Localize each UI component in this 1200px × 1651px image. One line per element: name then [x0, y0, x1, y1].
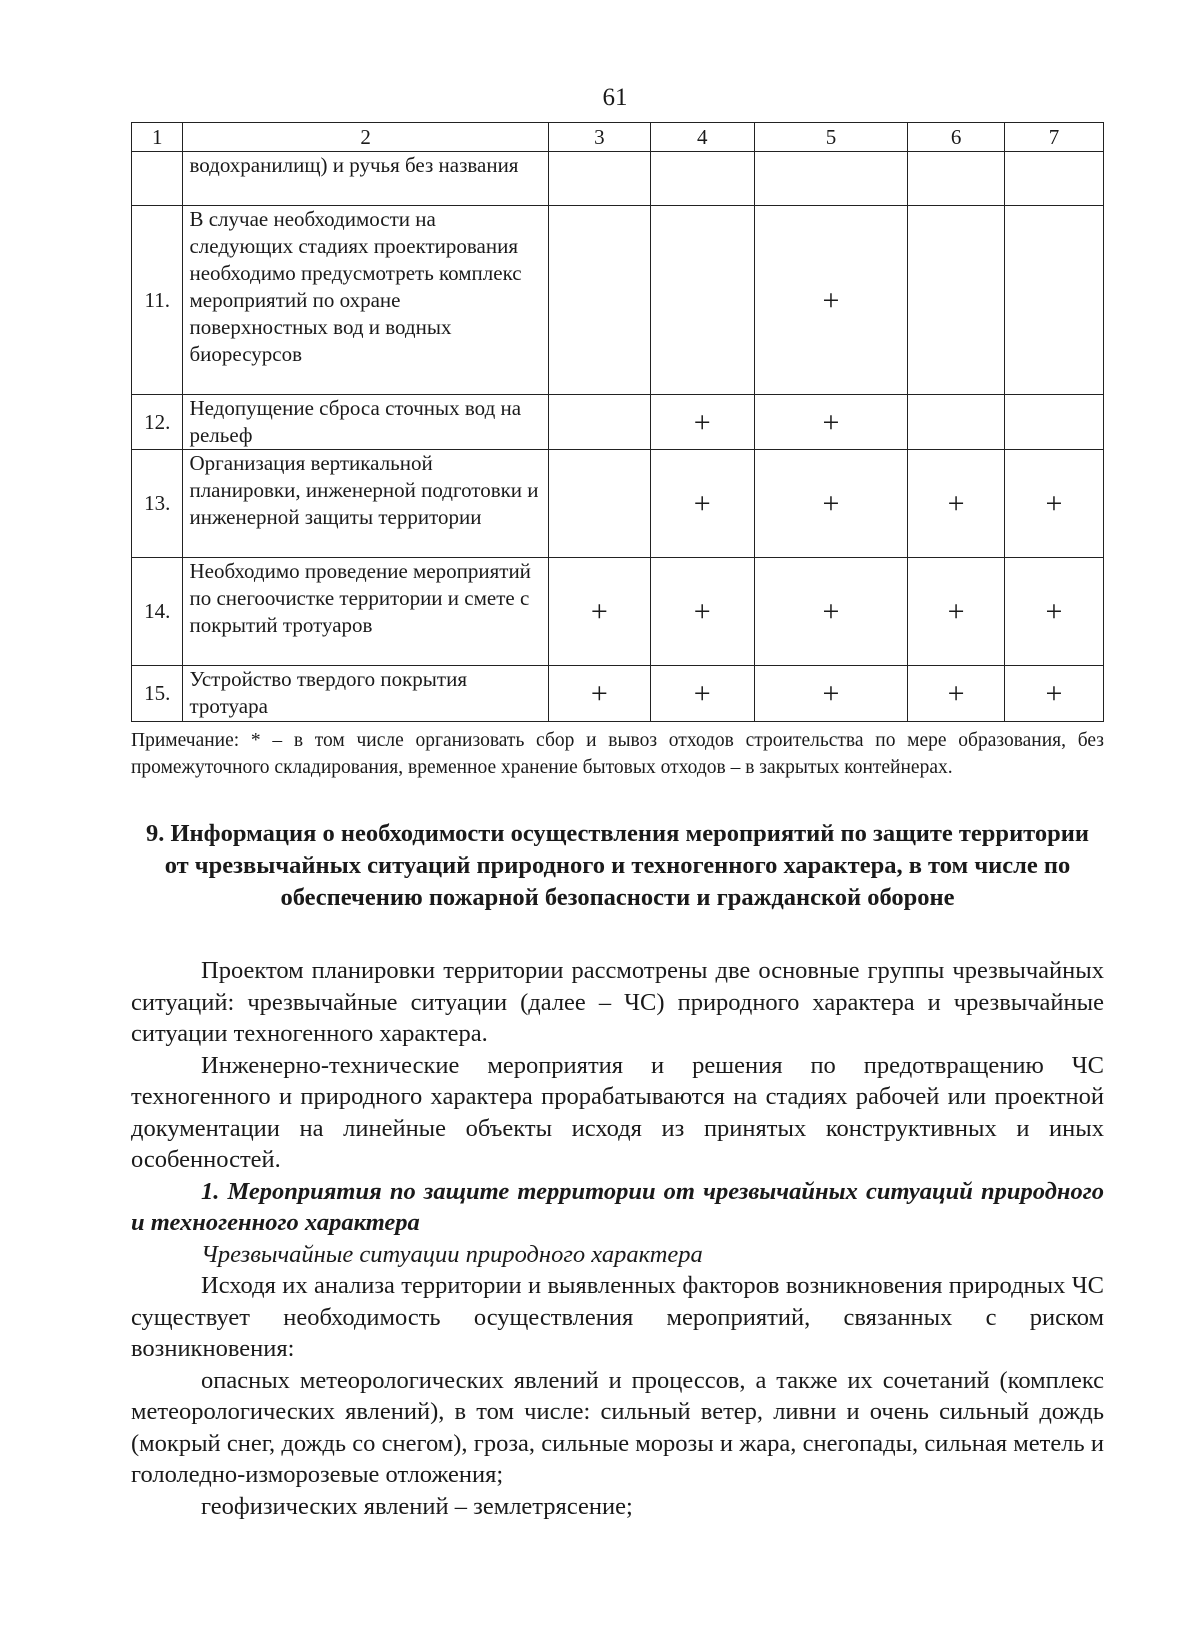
- mark-cell: +: [754, 666, 907, 722]
- mark-cell: +: [1005, 558, 1104, 666]
- mark-cell: [1005, 152, 1104, 206]
- table-row: [132, 152, 1104, 206]
- table-header-row: [132, 123, 1104, 152]
- subheading: 1. Мероприятия по защите территории от чрезвычайных ситуаций природного и техногенного характера: [131, 1177, 1104, 1236]
- measure-text: Устройство твердого покрытия тротуара: [183, 666, 548, 722]
- table-row: [132, 395, 1104, 450]
- column-header: 5: [754, 123, 907, 152]
- paragraph: Исходя их анализа территории и выявленных факторов возникновения природных ЧС существует необходимость осуществления мероприятий, связанных с риском возникновения:: [131, 1272, 1104, 1362]
- mark-cell: [548, 206, 650, 395]
- row-number: 14.: [132, 558, 183, 666]
- page-number: 61: [602, 84, 628, 111]
- table-row: [132, 666, 1104, 722]
- mark-cell: +: [650, 450, 754, 558]
- paragraph: опасных метеорологических явлений и процессов, а также их сочетаний (комплекс метеорологических явлений), в том числе: сильный ветер, ливни и очень сильный дождь (мокрый снег, дождь со снегом), гроза, сильные морозы и жара, снегопады, сильная метель и гололедно-изморозевые отложения;: [131, 1366, 1104, 1488]
- mark-cell: [908, 395, 1005, 450]
- mark-cell: [754, 152, 907, 206]
- row-number: 12.: [132, 395, 183, 450]
- subsubheading: Чрезвычайные ситуации природного характера: [201, 1240, 703, 1268]
- mark-cell: [548, 152, 650, 206]
- measure-text: В случае необходимости на следующих стадиях проектирования необходимо предусмотреть комплекс мероприятий по охране поверхностных вод и водных биоресурсов: [183, 206, 548, 395]
- mark-cell: +: [650, 558, 754, 666]
- column-header: 6: [908, 123, 1005, 152]
- table-row: [132, 558, 1104, 666]
- mark-cell: [1005, 206, 1104, 395]
- column-header: 1: [132, 123, 183, 152]
- mark-cell: +: [908, 450, 1005, 558]
- row-number: [132, 152, 183, 206]
- mark-cell: +: [548, 666, 650, 722]
- mark-cell: +: [548, 558, 650, 666]
- mark-cell: [908, 152, 1005, 206]
- mark-cell: +: [908, 558, 1005, 666]
- column-header: 2: [183, 123, 548, 152]
- mark-cell: [1005, 395, 1104, 450]
- mark-cell: +: [754, 395, 907, 450]
- column-header: 7: [1005, 123, 1104, 152]
- measure-text: водохранилищ) и ручья без названия: [183, 152, 548, 206]
- mark-cell: [548, 395, 650, 450]
- column-header: 4: [650, 123, 754, 152]
- column-header: 3: [548, 123, 650, 152]
- mark-cell: +: [754, 450, 907, 558]
- mark-cell: [548, 450, 650, 558]
- measure-text: Необходимо проведение мероприятий по снегоочистке территории и смете с покрытий тротуаров: [183, 558, 548, 666]
- paragraph: геофизических явлений – землетрясение;: [201, 1492, 633, 1520]
- table-row: [132, 206, 1104, 395]
- mark-cell: +: [1005, 666, 1104, 722]
- mark-cell: +: [908, 666, 1005, 722]
- mark-cell: +: [754, 558, 907, 666]
- row-number: 13.: [132, 450, 183, 558]
- mark-cell: +: [650, 395, 754, 450]
- mark-cell: [650, 152, 754, 206]
- mark-cell: +: [1005, 450, 1104, 558]
- table-row: [132, 450, 1104, 558]
- paragraph: Проектом планировки территории рассмотрены две основные группы чрезвычайных ситуаций: чрезвычайные ситуации (далее – ЧС) природного характера и чрезвычайные ситуации техногенного характера.: [131, 957, 1104, 1047]
- mark-cell: +: [650, 666, 754, 722]
- section-heading: 9. Информация о необходимости осуществления мероприятий по защите территории от чрезвычайных ситуаций природного и техногенного характера, в том числе по обеспечению пожарной безопасности и гражданской обороне: [146, 820, 1089, 911]
- row-number: 15.: [132, 666, 183, 722]
- table-note: Примечание: * – в том числе организовать сбор и вывоз отходов строительства по мере образования, без промежуточного складирования, временное хранение бытовых отходов – в закрытых контейнерах.: [131, 730, 1104, 778]
- paragraph: Инженерно-технические мероприятия и решения по предотвращению ЧС техногенного и природного характера прорабатываются на стадиях рабочей или проектной документации на линейные объекты исходя из принятых конструктивных и иных особенностей.: [131, 1051, 1104, 1173]
- measure-text: Недопущение сброса сточных вод на рельеф: [183, 395, 548, 450]
- measure-text: Организация вертикальной планировки, инженерной подготовки и инженерной защиты территории: [183, 450, 548, 558]
- row-number: 11.: [132, 206, 183, 395]
- mark-cell: [650, 206, 754, 395]
- measures-table: [131, 122, 1104, 722]
- mark-cell: +: [754, 206, 907, 395]
- mark-cell: [908, 206, 1005, 395]
- body-text: [131, 955, 1104, 1522]
